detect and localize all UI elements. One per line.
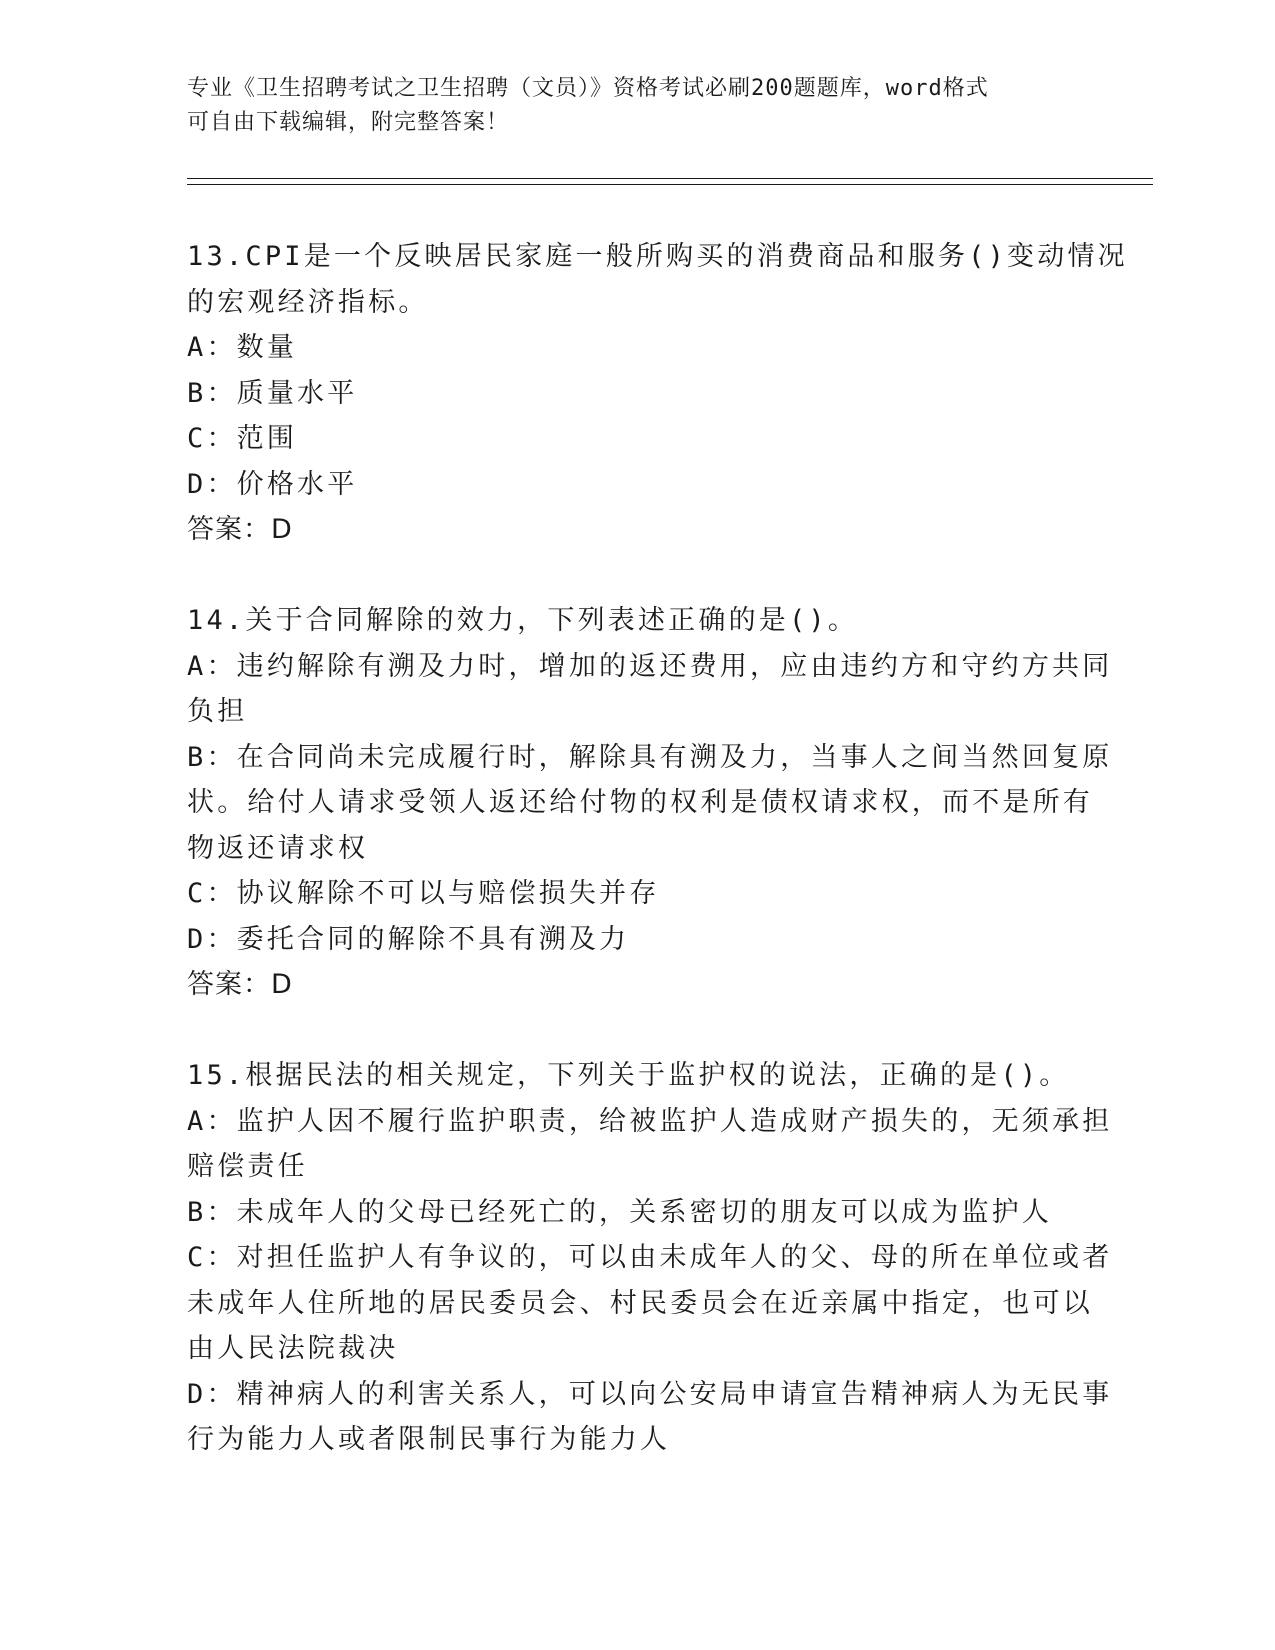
question-stem: 14.关于合同解除的效力，下列表述正确的是()。 [187, 605, 859, 636]
question-block [187, 234, 1128, 553]
question-stem: 的宏观经济指标。 [187, 286, 429, 318]
header-rule [187, 178, 1153, 179]
option-c: C：对担任监护人有争议的，可以由未成年人的父、母的所在单位或者 [187, 1242, 1113, 1273]
header-rule [187, 184, 1153, 185]
header-line: 可自由下载编辑，附完整答案！ [187, 110, 510, 135]
question-block [187, 598, 1113, 1008]
answer: 答案：D [187, 514, 293, 545]
option-a-continued: 负担 [187, 696, 248, 727]
option-c-continued: 由人民法院裁决 [187, 1333, 399, 1364]
spacer [187, 1008, 1087, 1054]
question-stem: 13.CPI是一个反映居民家庭一般所购买的消费商品和服务()变动情况 [187, 241, 1128, 272]
option-b-continued: 状。给付人请求受领人返还给付物的权利是债权请求权，而不是所有 [187, 787, 1093, 818]
option-c: C：范围 [187, 423, 298, 454]
option-b: B：质量水平 [187, 377, 358, 409]
document-header [187, 72, 1067, 140]
question-list [187, 234, 1128, 1463]
option-a: A：监护人因不履行监护职责，给被监护人造成财产损失的，无须承担 [187, 1105, 1113, 1137]
option-a: A：数量 [187, 332, 298, 363]
spacer [187, 553, 1087, 599]
option-a: A：违约解除有溯及力时，增加的返还费用，应由违约方和守约方共同 [187, 650, 1113, 682]
answer: 答案：D [187, 969, 293, 1000]
option-d: D：价格水平 [187, 468, 358, 500]
option-b: B：在合同尚未完成履行时，解除具有溯及力，当事人之间当然回复原 [187, 741, 1113, 773]
option-d: D：委托合同的解除不具有溯及力 [187, 923, 630, 955]
question-block [187, 1053, 1113, 1463]
option-c-continued: 未成年人住所地的居民委员会、村民委员会在近亲属中指定，也可以 [187, 1287, 1093, 1319]
option-d-continued: 行为能力人或者限制民事行为能力人 [187, 1424, 671, 1455]
option-c: C：协议解除不可以与赔偿损失并存 [187, 878, 660, 909]
option-b-continued: 物返还请求权 [187, 832, 369, 864]
option-a-continued: 赔偿责任 [187, 1151, 308, 1182]
option-b: B：未成年人的父母已经死亡的，关系密切的朋友可以成为监护人 [187, 1196, 1053, 1228]
option-d: D：精神病人的利害关系人，可以向公安局申请宣告精神病人为无民事 [187, 1378, 1113, 1410]
question-stem: 15.根据民法的相关规定，下列关于监护权的说法，正确的是()。 [187, 1060, 1070, 1091]
header-line: 专业《卫生招聘考试之卫生招聘（文员）》资格考试必刷200题题库，word格式 [187, 76, 989, 101]
